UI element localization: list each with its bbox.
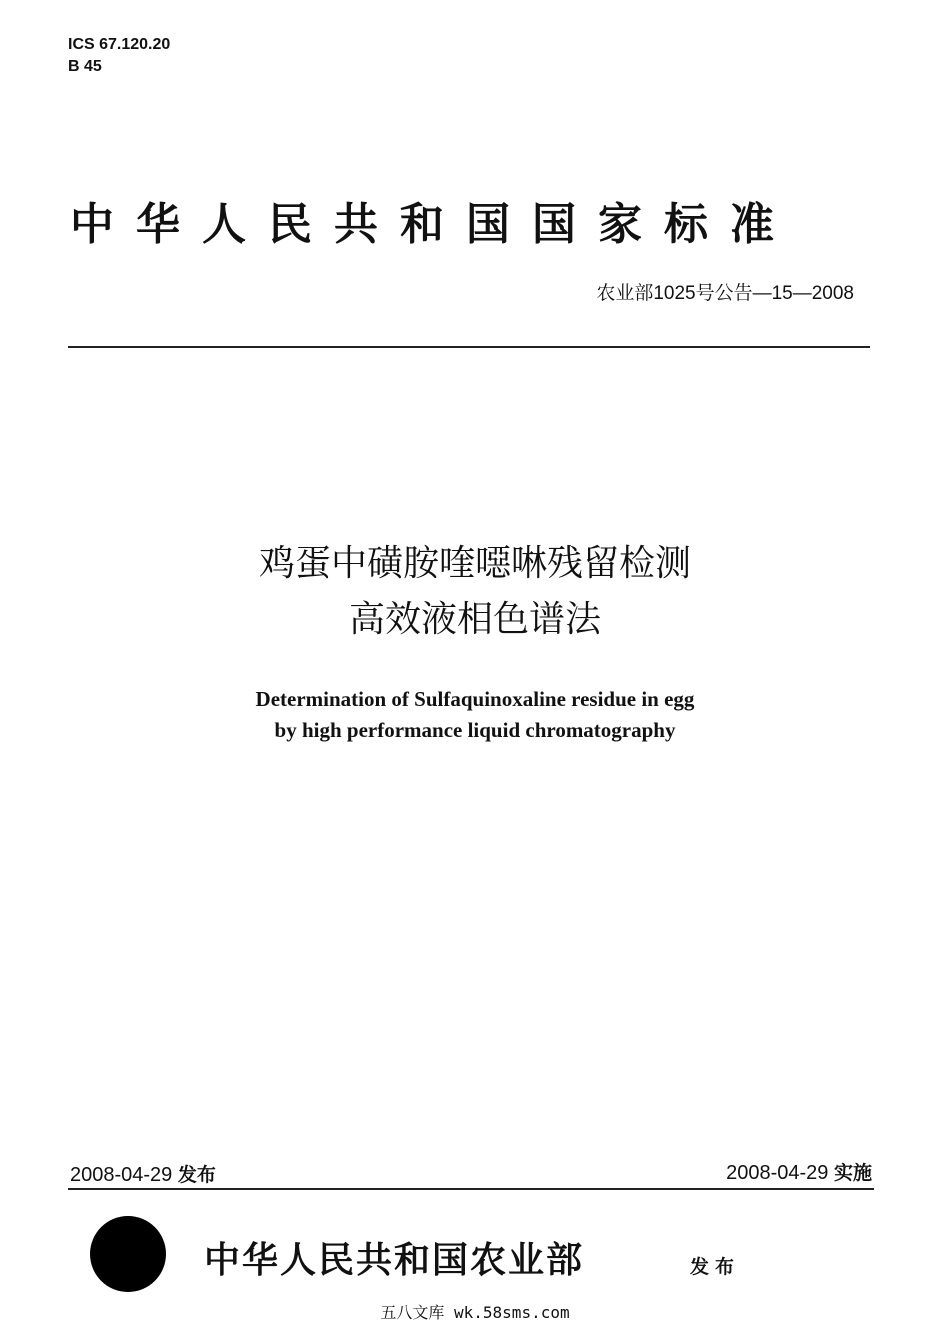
implementation-date-value: 2008-04-29 xyxy=(726,1162,829,1184)
chinese-title xyxy=(0,536,950,648)
issue-date-value: 2008-04-29 xyxy=(70,1164,173,1186)
ccs-code: B 45 xyxy=(68,58,102,75)
issuing-authority: 中华人民共和国农业部 xyxy=(204,1239,585,1281)
issue-date xyxy=(70,1160,216,1187)
english-title-line-1: Determination of Sulfaquinoxaline residue in egg xyxy=(255,687,695,711)
implementation-date-label: 实施 xyxy=(833,1163,872,1184)
implementation-date xyxy=(726,1158,872,1185)
classification-codes xyxy=(68,34,170,78)
chinese-title-line-2: 高效液相色谱法 xyxy=(348,599,601,640)
national-standard-title: 中华人民共和国国家标准 xyxy=(70,199,796,250)
english-title xyxy=(0,684,950,746)
footer-divider xyxy=(68,1188,874,1190)
ministry-emblem-icon xyxy=(90,1216,166,1292)
chinese-title-line-1: 鸡蛋中磺胺喹噁啉残留检测 xyxy=(258,543,691,584)
ics-code: ICS 67.120.20 xyxy=(68,36,171,53)
header-divider xyxy=(68,346,870,348)
issuing-authority-label: 发布 xyxy=(690,1256,741,1278)
english-title-line-2: by high performance liquid chromatography xyxy=(274,718,676,742)
watermark-text: 五八文库 wk.58sms.com xyxy=(380,1303,570,1322)
standard-number: 农业部1025号公告—15—2008 xyxy=(596,283,854,304)
issue-date-label: 发布 xyxy=(177,1165,216,1186)
